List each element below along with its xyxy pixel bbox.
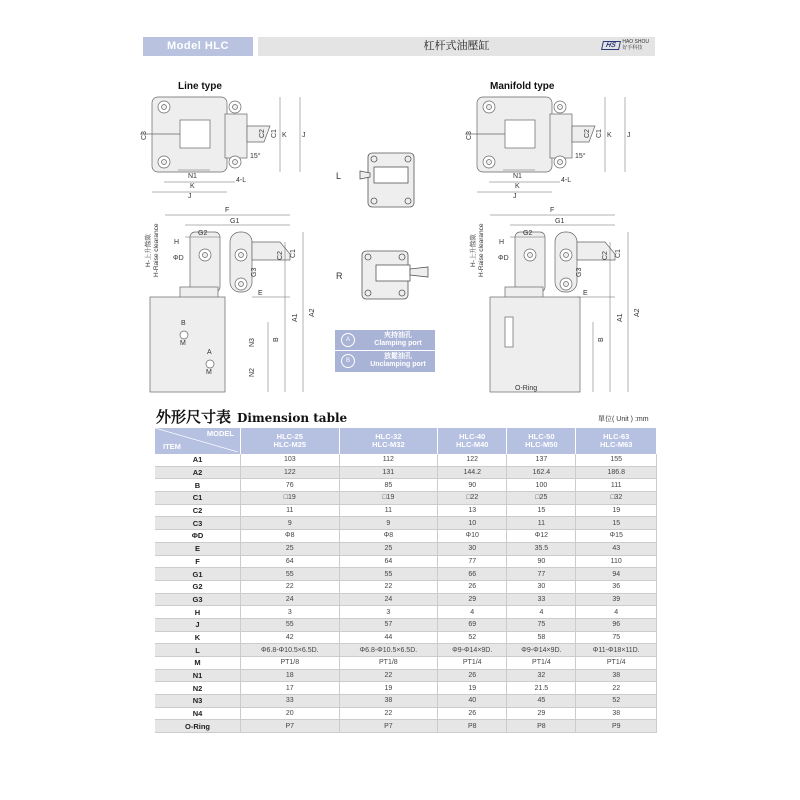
value-cell: 35.5 — [507, 542, 576, 555]
value-cell: 38 — [339, 695, 438, 708]
value-cell: 18 — [241, 669, 340, 682]
item-cell: K — [155, 631, 241, 644]
value-cell: PT1/8 — [339, 657, 438, 670]
item-cell: L — [155, 644, 241, 657]
model-name: HLC-40 — [459, 432, 486, 441]
item-cell: C1 — [155, 492, 241, 505]
table-title — [156, 406, 347, 427]
table-row — [155, 669, 657, 682]
dim-label-c2: C2 — [602, 251, 609, 260]
value-cell: P7 — [339, 720, 438, 733]
dim-label-k: K — [607, 132, 612, 139]
value-cell: □32 — [576, 492, 657, 505]
model-label: Model HLC — [143, 37, 253, 56]
cylinder-drawing — [140, 92, 320, 397]
value-cell: 17 — [241, 682, 340, 695]
dim-label-n2: N2 — [249, 368, 256, 377]
dim-label-oring: O-Ring — [515, 385, 538, 392]
legend-cn: 夾持油孔 — [384, 332, 412, 339]
value-cell: 111 — [576, 479, 657, 492]
dim-label-d: ΦD — [173, 255, 184, 262]
dim-label-e: E — [583, 290, 588, 297]
line-type-label: Line type — [178, 81, 222, 92]
table-row — [155, 466, 657, 479]
value-cell: P8 — [438, 720, 507, 733]
brand-logo — [602, 39, 649, 51]
item-cell: A1 — [155, 454, 241, 466]
value-cell: 45 — [507, 695, 576, 708]
item-cell: ΦD — [155, 530, 241, 543]
value-cell: 90 — [507, 555, 576, 568]
logo-mark: HS — [601, 41, 621, 50]
item-cell: G1 — [155, 568, 241, 581]
item-cell: A2 — [155, 466, 241, 479]
model-header — [576, 428, 657, 454]
value-cell: 21.5 — [507, 682, 576, 695]
table-row — [155, 606, 657, 619]
value-cell: Φ10 — [438, 530, 507, 543]
mid-label-r: R — [336, 271, 343, 281]
value-cell: 3 — [241, 606, 340, 619]
raise-clearance-cn: H-上升餘隙 — [470, 234, 477, 267]
value-cell: 94 — [576, 568, 657, 581]
value-cell: 19 — [339, 682, 438, 695]
value-cell: PT1/8 — [241, 657, 340, 670]
dim-label-g1: G1 — [230, 218, 240, 225]
value-cell: 43 — [576, 542, 657, 555]
table-row — [155, 504, 657, 517]
model-header — [438, 428, 507, 454]
dim-label-c1: C1 — [596, 129, 603, 138]
value-cell: 100 — [507, 479, 576, 492]
value-cell: 137 — [507, 454, 576, 466]
dim-label-f: F — [550, 207, 555, 214]
raise-clearance-en: H-Raise clearance — [153, 223, 160, 277]
dim-label-h: H — [174, 239, 180, 246]
value-cell: 22 — [339, 669, 438, 682]
value-cell: 76 — [241, 479, 340, 492]
value-cell: Φ6.8-Φ10.5×6.5D. — [339, 644, 438, 657]
item-cell: F — [155, 555, 241, 568]
mounting-drawings — [330, 145, 440, 305]
table-row — [155, 644, 657, 657]
dim-label-a2: A2 — [309, 308, 316, 317]
value-cell: 3 — [339, 606, 438, 619]
item-cell: N4 — [155, 707, 241, 720]
value-cell: 38 — [576, 707, 657, 720]
dim-label-porta: A — [207, 349, 212, 356]
value-cell: 9 — [241, 517, 340, 530]
value-cell: 25 — [339, 542, 438, 555]
item-cell: C2 — [155, 504, 241, 517]
manifold-type-label: Manifold type — [490, 81, 555, 92]
dim-label-d: ΦD — [498, 255, 509, 262]
value-cell: 39 — [576, 593, 657, 606]
model-name-m: HLC-M50 — [525, 440, 558, 449]
dim-label-angle: 15° — [575, 153, 586, 160]
value-cell: 144.2 — [438, 466, 507, 479]
value-cell: 33 — [241, 695, 340, 708]
value-cell: Φ8 — [339, 530, 438, 543]
model-name-m: HLC-M63 — [599, 440, 633, 449]
corner-header — [155, 428, 241, 454]
item-cell: G3 — [155, 593, 241, 606]
item-cell: N3 — [155, 695, 241, 708]
legend-item-unclamping — [335, 351, 435, 371]
item-cell: B — [155, 479, 241, 492]
value-cell: 15 — [507, 504, 576, 517]
dim-label-k: K — [515, 183, 520, 190]
table-row — [155, 593, 657, 606]
manifold-type-drawing — [465, 92, 645, 402]
r-mount-drawing — [362, 251, 428, 299]
dim-label-m: M — [206, 369, 212, 376]
dim-label-n3: N3 — [249, 338, 256, 347]
dim-label-c2: C2 — [277, 251, 284, 260]
value-cell: 55 — [241, 618, 340, 631]
dim-label-c3: C3 — [141, 131, 148, 140]
value-cell: 77 — [507, 568, 576, 581]
value-cell: 19 — [438, 682, 507, 695]
model-header — [339, 428, 438, 454]
value-cell: 64 — [241, 555, 340, 568]
legend-en: Unclamping port — [370, 361, 426, 368]
model-name-m: HLC-M25 — [273, 440, 307, 449]
dim-label-e: E — [258, 290, 263, 297]
dimension-table — [155, 428, 657, 733]
unit-note: 單位( Unit ) :mm — [598, 416, 649, 423]
dim-label-portb: B — [181, 320, 186, 327]
value-cell: 32 — [507, 669, 576, 682]
item-cell: G2 — [155, 580, 241, 593]
value-cell: 85 — [339, 479, 438, 492]
legend-en: Clamping port — [374, 340, 422, 347]
value-cell: Φ11-Φ18×11D. — [576, 644, 657, 657]
value-cell: P9 — [576, 720, 657, 733]
model-name: HLC-25 — [276, 432, 303, 441]
dim-label-g1: G1 — [555, 218, 565, 225]
value-cell: 77 — [438, 555, 507, 568]
table-row — [155, 568, 657, 581]
value-cell: Φ9-Φ14×9D. — [507, 644, 576, 657]
cylinder-drawing — [465, 92, 645, 397]
dim-label-a1: A1 — [292, 313, 299, 322]
value-cell: 29 — [507, 707, 576, 720]
value-cell: 58 — [507, 631, 576, 644]
dim-label-g3: G3 — [251, 267, 258, 277]
value-cell: 40 — [438, 695, 507, 708]
dim-label-j: J — [188, 193, 192, 200]
logo-cn: 好手科技 — [622, 45, 643, 51]
dim-label-m: M — [180, 340, 186, 347]
dim-label-g3: G3 — [576, 267, 583, 277]
value-cell: PT1/4 — [507, 657, 576, 670]
dim-label-l4: 4-L — [561, 177, 572, 184]
value-cell: 26 — [438, 669, 507, 682]
dim-label-c1: C1 — [271, 129, 278, 138]
item-cell: N1 — [155, 669, 241, 682]
value-cell: 11 — [241, 504, 340, 517]
table-row — [155, 555, 657, 568]
table-row — [155, 657, 657, 670]
item-cell: N2 — [155, 682, 241, 695]
table-row — [155, 695, 657, 708]
value-cell: 22 — [339, 707, 438, 720]
value-cell: 44 — [339, 631, 438, 644]
dim-label-a1: A1 — [617, 313, 624, 322]
port-b-icon: B — [341, 354, 355, 368]
table-row — [155, 618, 657, 631]
value-cell: 19 — [576, 504, 657, 517]
table-title-cn: 外形尺寸表 — [156, 408, 232, 426]
table-row — [155, 479, 657, 492]
value-cell: P7 — [241, 720, 340, 733]
dim-label-j: J — [627, 132, 631, 139]
value-cell: 52 — [576, 695, 657, 708]
value-cell: 4 — [438, 606, 507, 619]
value-cell: 26 — [438, 707, 507, 720]
value-cell: 4 — [507, 606, 576, 619]
logo-brand: HAO SHOU — [622, 39, 649, 45]
value-cell: 110 — [576, 555, 657, 568]
value-cell: 96 — [576, 618, 657, 631]
value-cell: 55 — [241, 568, 340, 581]
table-row — [155, 682, 657, 695]
value-cell: 55 — [339, 568, 438, 581]
raise-clearance-en: H-Raise clearance — [478, 223, 485, 277]
value-cell: 25 — [241, 542, 340, 555]
model-name-m: HLC-M32 — [372, 440, 405, 449]
line-type-drawing — [140, 92, 320, 402]
table-row — [155, 580, 657, 593]
value-cell: 57 — [339, 618, 438, 631]
value-cell: 52 — [438, 631, 507, 644]
model-header — [507, 428, 576, 454]
dim-label-g2: G2 — [523, 230, 533, 237]
dim-label-b: B — [598, 337, 605, 342]
value-cell: 30 — [438, 542, 507, 555]
item-cell: J — [155, 618, 241, 631]
value-cell: 22 — [241, 580, 340, 593]
item-cell: M — [155, 657, 241, 670]
model-name: HLC-63 — [603, 432, 630, 441]
value-cell: □25 — [507, 492, 576, 505]
dim-label-h: H — [499, 239, 505, 246]
item-cell: E — [155, 542, 241, 555]
value-cell: 75 — [507, 618, 576, 631]
value-cell: 131 — [339, 466, 438, 479]
value-cell: Φ12 — [507, 530, 576, 543]
value-cell: 162.4 — [507, 466, 576, 479]
table-row — [155, 720, 657, 733]
table-title-en: Dimension table — [237, 411, 348, 425]
value-cell: 26 — [438, 580, 507, 593]
table-row — [155, 492, 657, 505]
dim-label-c3: C3 — [466, 131, 473, 140]
dim-label-b: B — [273, 337, 280, 342]
item-cell: H — [155, 606, 241, 619]
model-name-m: HLC-M40 — [455, 440, 489, 449]
dim-label-c1: C1 — [615, 249, 622, 258]
value-cell: 42 — [241, 631, 340, 644]
value-cell: 90 — [438, 479, 507, 492]
value-cell: 20 — [241, 707, 340, 720]
raise-clearance-cn: H-上升餘隙 — [145, 234, 152, 267]
value-cell: 13 — [438, 504, 507, 517]
value-cell: 22 — [576, 682, 657, 695]
value-cell: 66 — [438, 568, 507, 581]
table-row — [155, 707, 657, 720]
corner-item: ITEM — [163, 442, 181, 451]
dim-label-l4: 4-L — [236, 177, 247, 184]
value-cell: PT1/4 — [438, 657, 507, 670]
value-cell: 10 — [438, 517, 507, 530]
value-cell: Φ15 — [576, 530, 657, 543]
model-name: HLC-50 — [528, 432, 555, 441]
value-cell: 15 — [576, 517, 657, 530]
corner-model: MODEL — [206, 429, 234, 438]
value-cell: □19 — [241, 492, 340, 505]
value-cell: 4 — [576, 606, 657, 619]
page-title: 杠杆式油壓缸 — [423, 40, 490, 52]
value-cell: 11 — [339, 504, 438, 517]
dim-label-c1: C1 — [290, 249, 297, 258]
table-row — [155, 530, 657, 543]
item-cell: C3 — [155, 517, 241, 530]
value-cell: 75 — [576, 631, 657, 644]
value-cell: Φ8 — [241, 530, 340, 543]
legend-item-clamping — [335, 330, 435, 351]
port-a-icon: A — [341, 333, 355, 347]
mid-label-l: L — [336, 171, 342, 181]
dim-label-c2: C2 — [584, 129, 591, 138]
value-cell: PT1/4 — [576, 657, 657, 670]
dim-label-n1: N1 — [188, 173, 197, 180]
table-row — [155, 454, 657, 466]
value-cell: 186.8 — [576, 466, 657, 479]
value-cell: 22 — [339, 580, 438, 593]
legend-cn: 放鬆油孔 — [384, 353, 412, 360]
dim-label-c2: C2 — [259, 129, 266, 138]
dim-label-g2: G2 — [198, 230, 208, 237]
item-cell: O-Ring — [155, 720, 241, 733]
value-cell: □22 — [438, 492, 507, 505]
dim-label-angle: 15° — [250, 153, 261, 160]
value-cell: 9 — [339, 517, 438, 530]
value-cell: 29 — [438, 593, 507, 606]
header-bar — [258, 37, 655, 56]
port-legend — [335, 330, 435, 372]
value-cell: 69 — [438, 618, 507, 631]
table-row — [155, 631, 657, 644]
table-row — [155, 542, 657, 555]
value-cell: 103 — [241, 454, 340, 466]
dim-label-k: K — [282, 132, 287, 139]
value-cell: □19 — [339, 492, 438, 505]
dim-label-k: K — [190, 183, 195, 190]
value-cell: 33 — [507, 593, 576, 606]
dim-label-j: J — [513, 193, 517, 200]
model-name: HLC-32 — [375, 432, 402, 441]
value-cell: Φ9-Φ14×9D. — [438, 644, 507, 657]
value-cell: 11 — [507, 517, 576, 530]
dim-label-n1: N1 — [513, 173, 522, 180]
value-cell: P8 — [507, 720, 576, 733]
value-cell: 36 — [576, 580, 657, 593]
value-cell: 24 — [339, 593, 438, 606]
dim-label-f: F — [225, 207, 230, 214]
value-cell: 155 — [576, 454, 657, 466]
value-cell: 112 — [339, 454, 438, 466]
model-header — [241, 428, 340, 454]
value-cell: 64 — [339, 555, 438, 568]
value-cell: 122 — [438, 454, 507, 466]
value-cell: 24 — [241, 593, 340, 606]
dim-label-a2: A2 — [634, 308, 641, 317]
l-mount-drawing — [360, 153, 414, 207]
value-cell: 30 — [507, 580, 576, 593]
value-cell: Φ6.8-Φ10.5×6.5D. — [241, 644, 340, 657]
table-row — [155, 517, 657, 530]
value-cell: 122 — [241, 466, 340, 479]
dim-label-j: J — [302, 132, 306, 139]
value-cell: 38 — [576, 669, 657, 682]
